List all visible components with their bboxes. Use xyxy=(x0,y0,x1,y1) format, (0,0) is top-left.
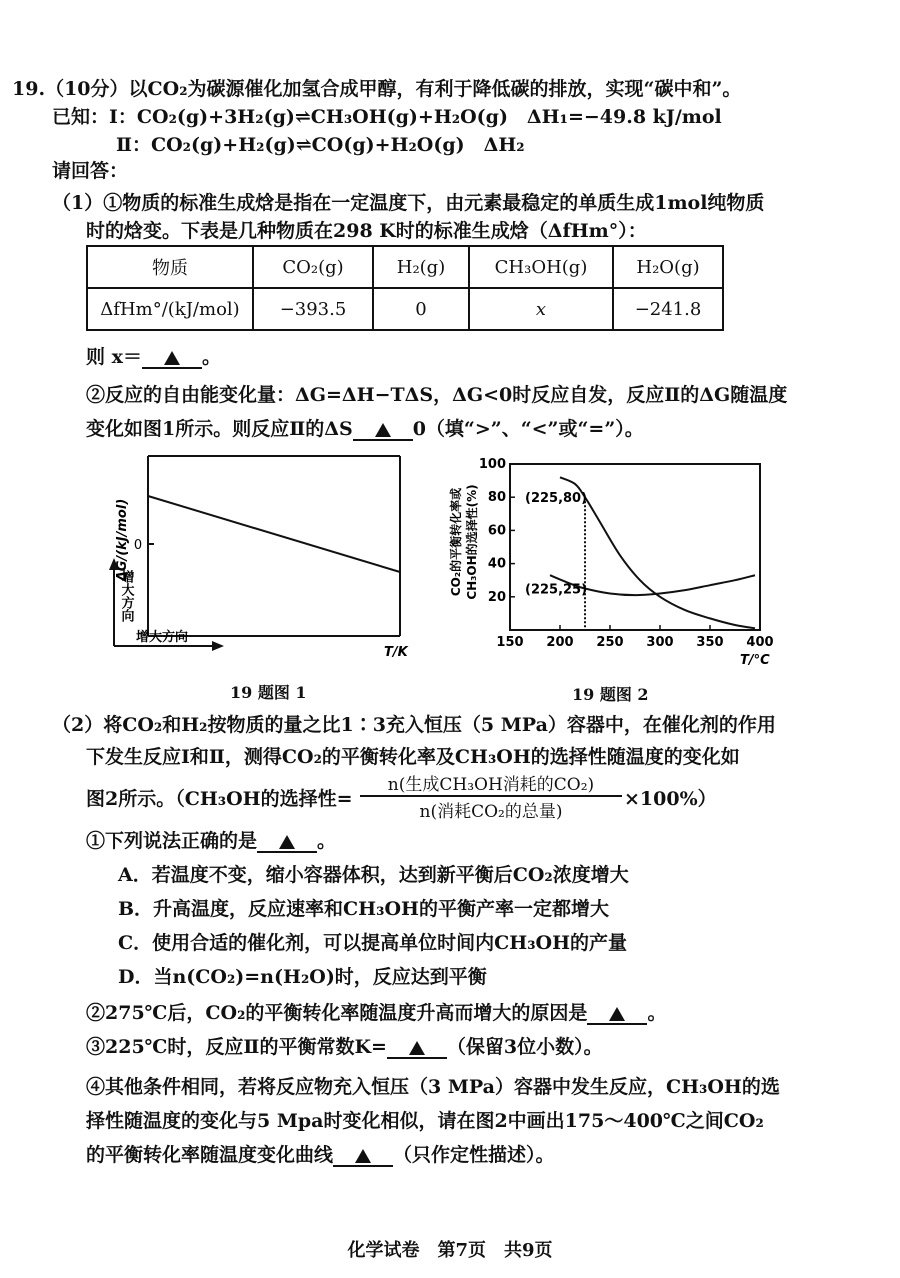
fig2-y-tick-label: 80 xyxy=(487,490,506,506)
fig2-x-tick-label: 200 xyxy=(546,635,574,650)
fig2-ylabel-1: CO₂的平衡转化率或 xyxy=(449,487,463,597)
table-header-cell: H₂(g) xyxy=(373,246,469,288)
table-header-cell: CH₃OH(g) xyxy=(469,246,613,288)
q3-end: （保留3位小数）。 xyxy=(446,1036,603,1058)
reaction-2: Ⅱ：CO₂(g)+H₂(g)⇌CO(g)+H₂O(g) ΔH₂ xyxy=(116,134,525,156)
part2-line1: （2）将CO₂和H₂按物质的量之比1∶3充入恒压（5 MPa）容器中，在催化剂的作用 xyxy=(52,714,776,736)
fig2-y-tick-label: 40 xyxy=(487,556,506,572)
answer-blank[interactable] xyxy=(353,419,413,441)
question-score: （10分） xyxy=(45,78,129,100)
figure2-caption: 19 题图 2 xyxy=(572,685,649,704)
q2-end: 。 xyxy=(647,1002,667,1024)
fig1-xlabel: T/K xyxy=(384,645,408,660)
enthalpy-table xyxy=(86,245,724,331)
part1-2-line1: ②反应的自由能变化量：ΔG=ΔH−TΔS，ΔG<0时反应自发，反应Ⅱ的ΔG随温度 xyxy=(86,384,788,406)
fig2-y-tick-label: 60 xyxy=(487,523,506,539)
fig2-y-tick-label: 100 xyxy=(478,457,506,472)
fig1-y-arrow-label: 增大方向 xyxy=(118,570,134,622)
triangle-icon xyxy=(409,1041,425,1055)
table-cell: −393.5 xyxy=(253,288,373,330)
option-b: B．升高温度，反应速率和CH₃OH的平衡产率一定都增大 xyxy=(118,898,609,920)
q4-line1: ④其他条件相同，若将反应物充入恒压（3 MPa）容器中发生反应，CH₃OH的选 xyxy=(86,1076,780,1098)
answer-blank[interactable] xyxy=(387,1037,447,1059)
answer-blank[interactable] xyxy=(587,1003,647,1025)
arrow-right-icon xyxy=(212,641,224,651)
q1-end: 。 xyxy=(317,830,337,852)
known-label: 已知： xyxy=(52,106,110,128)
fig2-annotation-2: (225,25) xyxy=(525,582,588,598)
answer-blank[interactable] xyxy=(142,347,202,369)
x-prefix: 则 x＝ xyxy=(86,346,142,368)
fig2-annotation-1: (225,80) xyxy=(525,491,588,507)
selectivity-fraction xyxy=(360,770,622,822)
fig1-ylabel: ΔG/(kJ/mol) xyxy=(115,498,130,582)
table-cell: x xyxy=(469,288,613,330)
option-a: A．若温度不变，缩小容器体积，达到新平衡后CO₂浓度增大 xyxy=(118,864,629,886)
q2-line xyxy=(86,1000,666,1026)
reaction-1: Ⅰ：CO₂(g)+3H₂(g)⇌CH₃OH(g)+H₂O(g) ΔH₁=−49.8 kJ/mol xyxy=(109,106,722,128)
part1-line2: 时的焓变。下表是几种物质在298 K时的标准生成焓（ΔfHm°）： xyxy=(86,220,647,242)
table-header-cell: H₂O(g) xyxy=(613,246,723,288)
part1-x-line xyxy=(86,344,221,370)
part2-line3-suffix: ×100%） xyxy=(624,788,717,810)
triangle-icon xyxy=(279,835,295,849)
part1-2-line2 xyxy=(86,416,644,442)
table-cell: ΔfHm°/(kJ/mol) xyxy=(87,288,253,330)
fig2-ylabel-2: CH₃OH的选择性(%) xyxy=(465,484,479,600)
fig1-x-arrow-label: 增大方向 xyxy=(136,630,189,645)
fig2-x-tick-label: 300 xyxy=(646,635,674,650)
q4-line2: 择性随温度的变化与5 Mpa时变化相似，请在图2中画出175～400℃之间CO₂ xyxy=(86,1110,764,1132)
question-header xyxy=(12,76,741,102)
triangle-icon xyxy=(609,1007,625,1021)
q3-text: ③225℃时，反应Ⅱ的平衡常数K= xyxy=(86,1036,387,1058)
triangle-icon xyxy=(164,351,180,365)
option-c: C．使用合适的催化剂，可以提高单位时间内CH₃OH的产量 xyxy=(118,932,628,954)
table-row xyxy=(87,288,723,330)
fig2-x-tick-label: 400 xyxy=(746,635,774,650)
fig2-y-tick-label: 20 xyxy=(487,589,506,605)
figure1-chart xyxy=(100,448,410,668)
fraction-denominator: n(消耗CO₂的总量) xyxy=(419,802,563,822)
question-number: 19. xyxy=(12,78,46,100)
ds-prefix: 变化如图1所示。则反应Ⅱ的ΔS xyxy=(86,418,353,440)
q3-line xyxy=(86,1034,603,1060)
ds-suffix: 0（填“>”、“<”或“=”）。 xyxy=(412,418,644,440)
table-header-cell: 物质 xyxy=(87,246,253,288)
table-cell: −241.8 xyxy=(613,288,723,330)
q1-line xyxy=(86,828,336,854)
answer-blank[interactable] xyxy=(333,1145,393,1167)
fig1-zero-label: 0 xyxy=(133,538,143,553)
question-intro: 以CO₂为碳源催化加氢合成甲醇，有利于降低碳的排放，实现“碳中和”。 xyxy=(128,78,742,100)
part2-line3-prefix: 图2所示。（CH₃OH的选择性= xyxy=(86,788,353,810)
known-reaction1 xyxy=(52,104,722,130)
table-header-cell: CO₂(g) xyxy=(253,246,373,288)
page-footer: 化学试卷 第7页 共9页 xyxy=(347,1240,553,1261)
figure2-chart xyxy=(440,450,780,670)
fig2-x-tick-label: 250 xyxy=(596,635,624,650)
table-cell: 0 xyxy=(373,288,469,330)
please-answer: 请回答： xyxy=(52,160,129,182)
fraction-numerator: n(生成CH₃OH消耗的CO₂) xyxy=(360,770,622,797)
part2-line2: 下发生反应Ⅰ和Ⅱ，测得CO₂的平衡转化率及CH₃OH的选择性随温度的变化如 xyxy=(86,746,740,768)
q2-text: ②275℃后，CO₂的平衡转化率随温度升高而增大的原因是 xyxy=(86,1002,588,1024)
table-header-row xyxy=(87,246,723,288)
q4-prefix: 的平衡转化率随温度变化曲线 xyxy=(86,1144,334,1166)
option-d: D．当n(CO₂)=n(H₂O)时，反应达到平衡 xyxy=(118,966,487,988)
fig1-series-line xyxy=(148,496,400,572)
figure1-caption: 19 题图 1 xyxy=(230,683,307,702)
answer-blank[interactable] xyxy=(257,831,317,853)
fig2-xlabel: T/°C xyxy=(740,653,770,668)
fig2-frame xyxy=(510,464,760,630)
q1-text: ①下列说法正确的是 xyxy=(86,830,258,852)
triangle-icon xyxy=(375,423,391,437)
fig2-x-tick-label: 350 xyxy=(696,635,724,650)
fig2-series-conversion xyxy=(560,477,755,628)
q4-line3 xyxy=(86,1142,555,1168)
part1-line1: （1）①物质的标准生成焓是指在一定温度下，由元素最稳定的单质生成1mol纯物质 xyxy=(52,192,765,214)
q4-suffix: （只作定性描述）。 xyxy=(393,1144,555,1166)
x-suffix: 。 xyxy=(201,346,221,368)
fig2-x-tick-label: 150 xyxy=(496,635,524,650)
triangle-icon xyxy=(355,1149,371,1163)
